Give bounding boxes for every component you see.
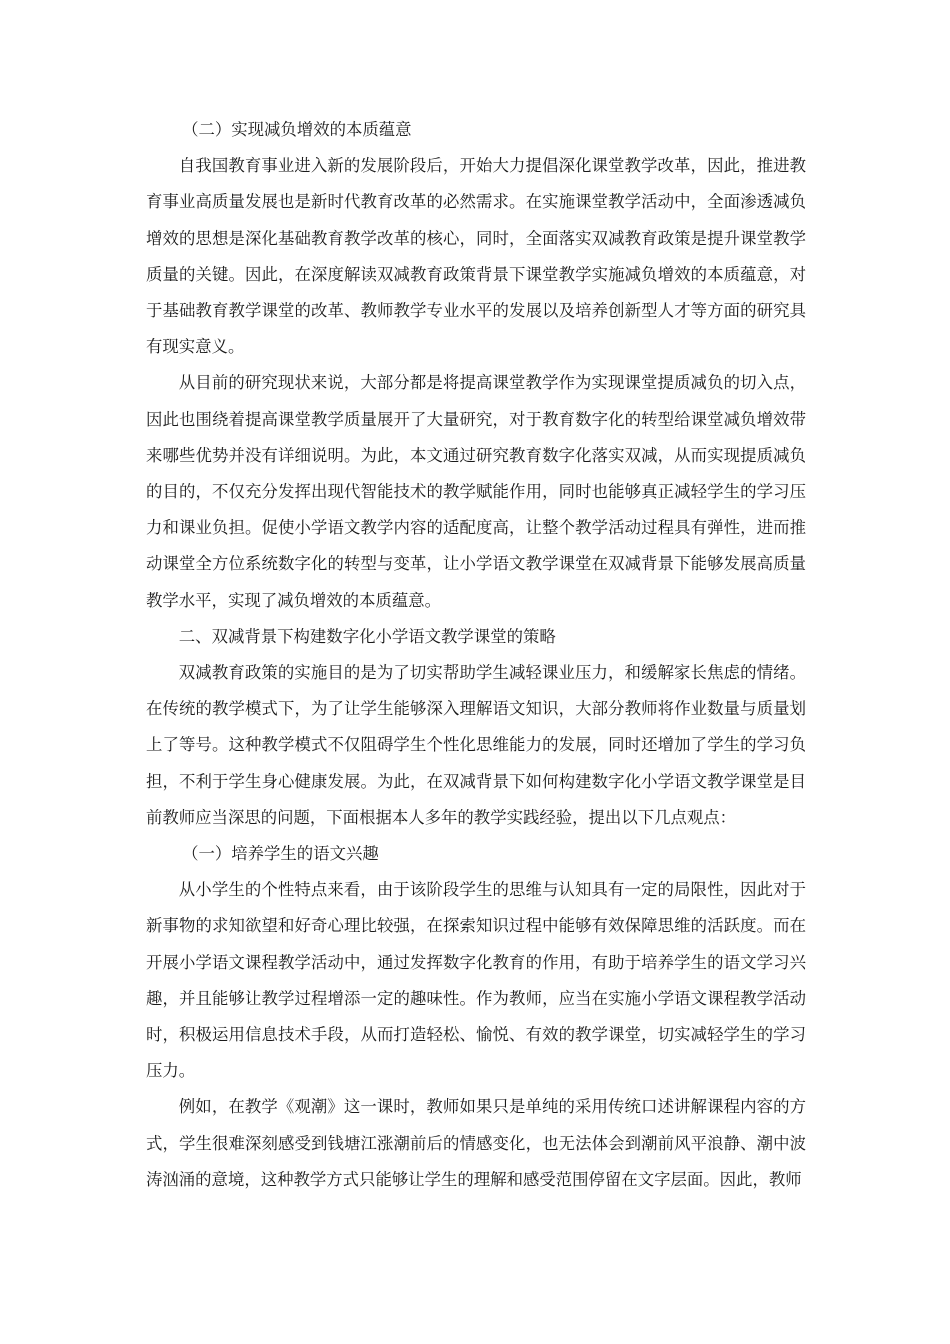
paragraph-strategy-intro: 双减教育政策的实施目的是为了切实帮助学生减轻课业压力，和缓解家长焦虑的情绪。在传统的教学模式下，为了让学生能够深入理解语文知识，大部分教师将作业数量与质量划上了等号。这种教学模式不仅阻碍学生个性化思维能力的发展，同时还增加了学生的学习负担，不利于学生身心健康发展。为此，在双减背景下如何构建数字化小学语文教学课堂是目前教师应当深思的问题，下面根据本人多年的教学实践经验，提出以下几点观点：: [146, 663, 806, 827]
paragraph-interest-1: 从小学生的个性特点来看，由于该阶段学生的思维与认知具有一定的局限性，因此对于新事物的求知欲望和好奇心理比较强，在探索知识过程中能够有效保障思维的活跃度。而在开展小学语文课程教学活动中，通过发挥数字化教育的作用，有助于培养学生的语文学习兴趣，并且能够让教学过程增添一定的趣味性。作为教师，应当在实施小学语文课程教学活动时，积极运用信息技术手段，从而打造轻松、愉悦、有效的教学课堂，切实减轻学生的学习压力。: [146, 880, 806, 1081]
section-heading-2-1: （一）培养学生的语文兴趣: [182, 844, 379, 864]
chapter-heading-2: 二、双减背景下构建数字化小学语文教学课堂的策略: [178, 626, 556, 646]
document-body: [146, 112, 806, 1198]
paragraph-essence-2: 从目前的研究现状来说，大部分都是将提高课堂教学作为实现课堂提质减负的切入点，因此也围绕着提高课堂教学质量展开了大量研究，对于教育数字化的转型给课堂减负增效带来哪些优势并没有详细说明。为此，本文通过研究教育数字化落实双减，从而实现提质减负的目的，不仅充分发挥出现代智能技术的教学赋能作用，同时也能够真正减轻学生的学习压力和课业负担。促使小学语文教学内容的适配度高，让整个教学活动过程具有弹性，进而推动课堂全方位系统数字化的转型与变革，让小学语文教学课堂在双减背景下能够发展高质量教学水平，实现了减负增效的本质蕴意。: [146, 373, 806, 610]
paragraph-interest-example: 例如，在教学《观潮》这一课时，教师如果只是单纯的采用传统口述讲解课程内容的方式，学生很难深刻感受到钱塘江涨潮前后的情感变化，也无法体会到潮前风平浪静、潮中波涛汹涌的意境，这种教学方式只能够让学生的理解和感受范围停留在文字层面。因此，教师: [146, 1097, 806, 1189]
paragraph-essence-1: 自我国教育事业进入新的发展阶段后，开始大力提倡深化课堂教学改革，因此，推进教育事业高质量发展也是新时代教育改革的必然需求。在实施课堂教学活动中，全面渗透减负增效的思想是深化基础教育教学改革的核心，同时，全面落实双减教育政策是提升课堂教学质量的关键。因此，在深度解读双减教育政策背景下课堂教学实施减负增效的本质蕴意，对于基础教育教学课堂的改革、教师教学专业水平的发展以及培养创新型人才等方面的研究具有现实意义。: [146, 156, 806, 357]
section-heading-2-2: （二）实现减负增效的本质蕴意: [182, 120, 412, 139]
